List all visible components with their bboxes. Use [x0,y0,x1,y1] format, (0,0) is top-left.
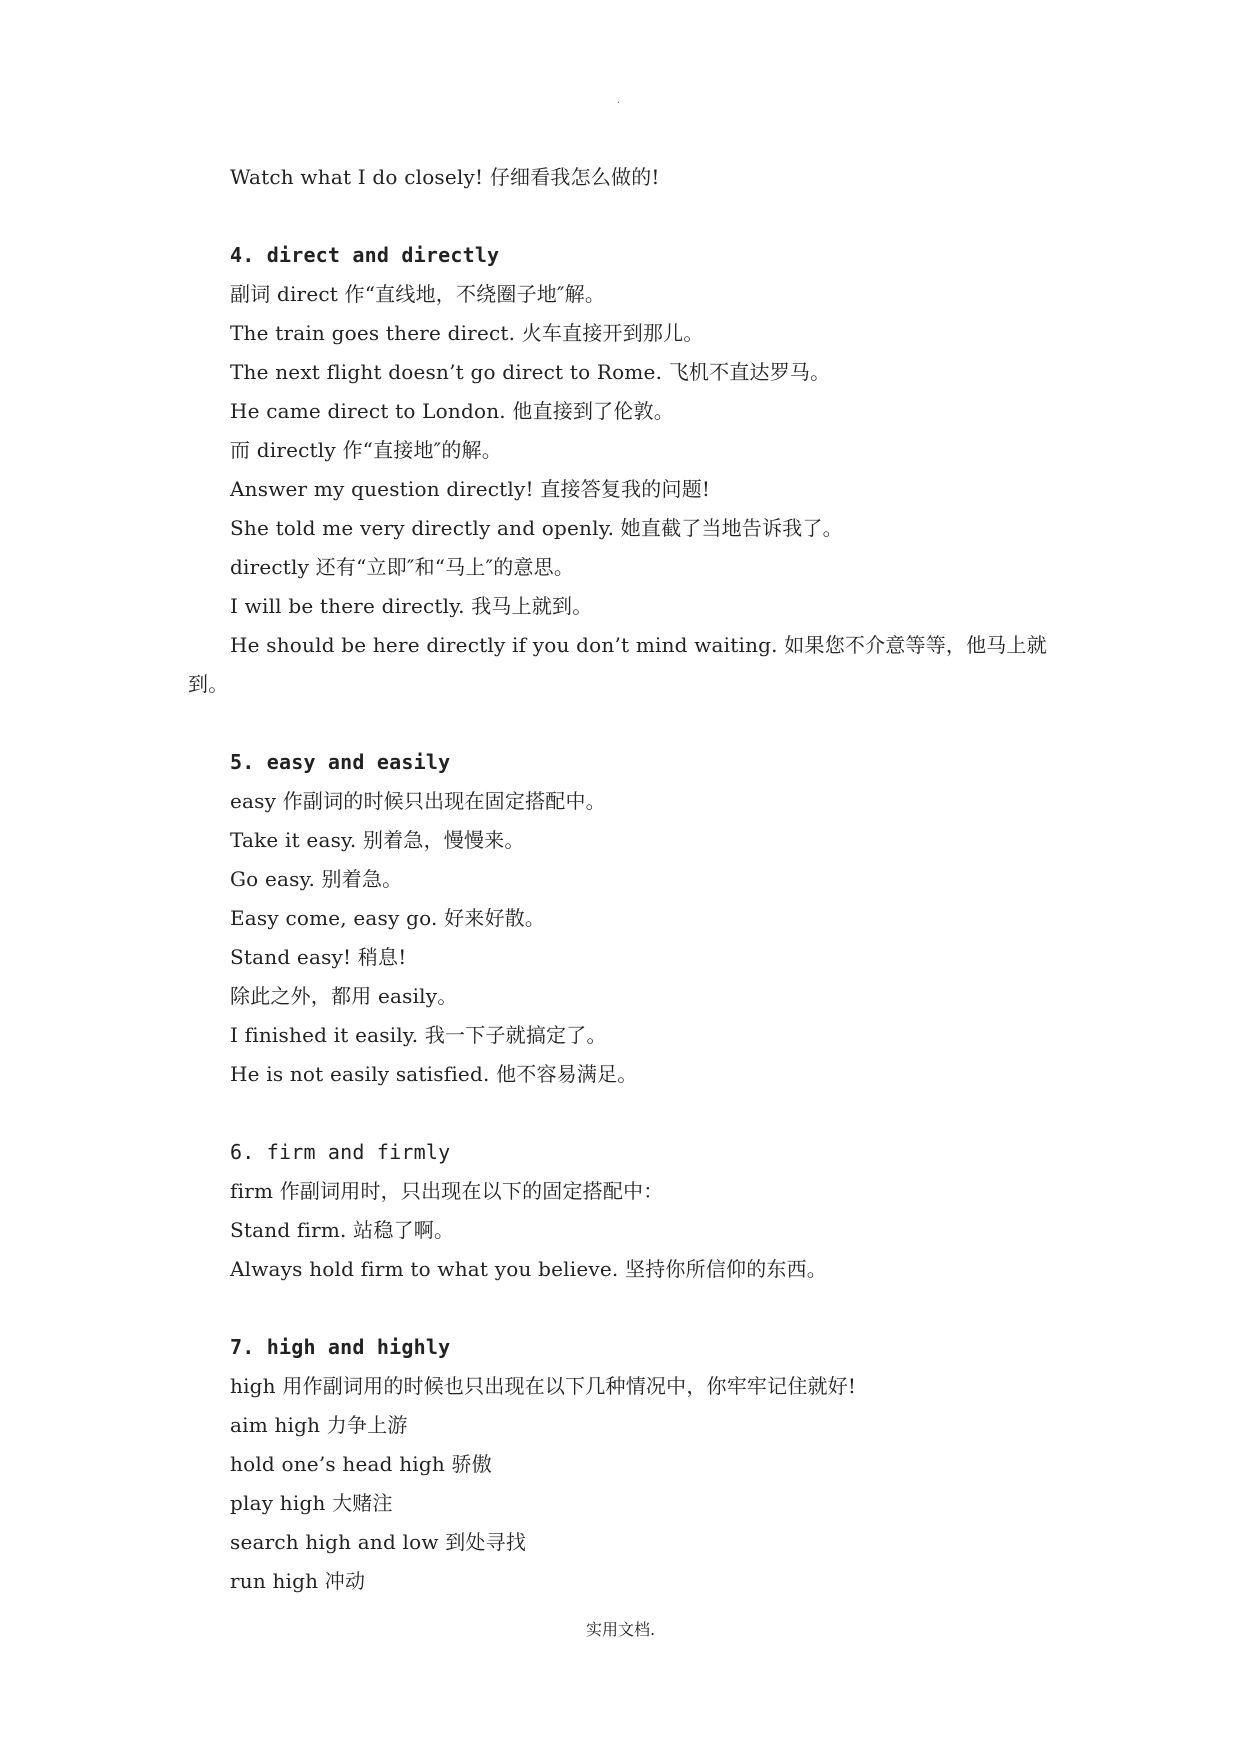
section-line: easy 作副词的时候只出现在固定搭配中。 [230,789,606,813]
section-line: directly 还有“立即″和“马上″的意思。 [230,555,575,579]
section-line: The train goes there direct. 火车直接开到那儿。 [230,321,704,345]
section-line: 而 directly 作“直接地″的解。 [230,438,502,462]
section-heading-easy: 5. easy and easily [230,750,451,774]
spacer [188,197,1054,236]
section-line: He came direct to London. 他直接到了伦敦。 [230,399,674,423]
page-footer: 实用文档. [585,1620,656,1639]
spacer [188,704,1054,743]
document-body [188,158,1054,1601]
section-line: Easy come, easy go. 好来好散。 [230,906,546,930]
section-line: Answer my question directly! 直接答复我的问题! [230,477,711,501]
section-line: I finished it easily. 我一下子就搞定了。 [230,1023,607,1047]
section-line: search high and low 到处寻找 [230,1530,527,1554]
section-heading-firm: 6. firm and firmly [230,1140,451,1164]
section-line-wrapped: He should be here directly if you don’t mind waiting. 如果您不介意等等，他马上就到。 [188,633,1047,696]
section-line: Always hold firm to what you believe. 坚持你所信仰的东西。 [230,1257,828,1281]
section-line: She told me very directly and openly. 她直截了当地告诉我了。 [230,516,843,540]
section-heading-high: 7. high and highly [230,1335,451,1359]
section-line: aim high 力争上游 [230,1413,408,1437]
section-line: I will be there directly. 我马上就到。 [230,594,593,618]
section-heading-direct: 4. direct and directly [230,243,500,267]
section-line: play high 大赌注 [230,1491,393,1515]
section-line: Stand easy! 稍息! [230,945,407,969]
section-line: high 用作副词用的时候也只出现在以下几种情况中，你牢牢记住就好! [230,1374,857,1398]
section-line: 除此之外，都用 easily。 [230,984,458,1008]
section-line: firm 作副词用时，只出现在以下的固定搭配中： [230,1179,664,1203]
section-line: He is not easily satisfied. 他不容易满足。 [230,1062,638,1086]
spacer [188,1094,1054,1133]
section-line: Take it easy. 别着急，慢慢来。 [230,828,525,852]
spacer [188,1289,1054,1328]
header-mark: . [617,95,621,106]
section-line: hold one’s head high 骄傲 [230,1452,492,1476]
section-line: Stand firm. 站稳了啊。 [230,1218,455,1242]
section-line: The next flight doesn’t go direct to Rome. 飞机不直达罗马。 [230,360,831,384]
section-line: run high 冲动 [230,1569,366,1593]
section-line: Go easy. 别着急。 [230,867,403,891]
section-line: 副词 direct 作“直线地，不绕圈子地″解。 [230,282,606,306]
intro-line: Watch what I do closely! 仔细看我怎么做的! [230,165,660,189]
